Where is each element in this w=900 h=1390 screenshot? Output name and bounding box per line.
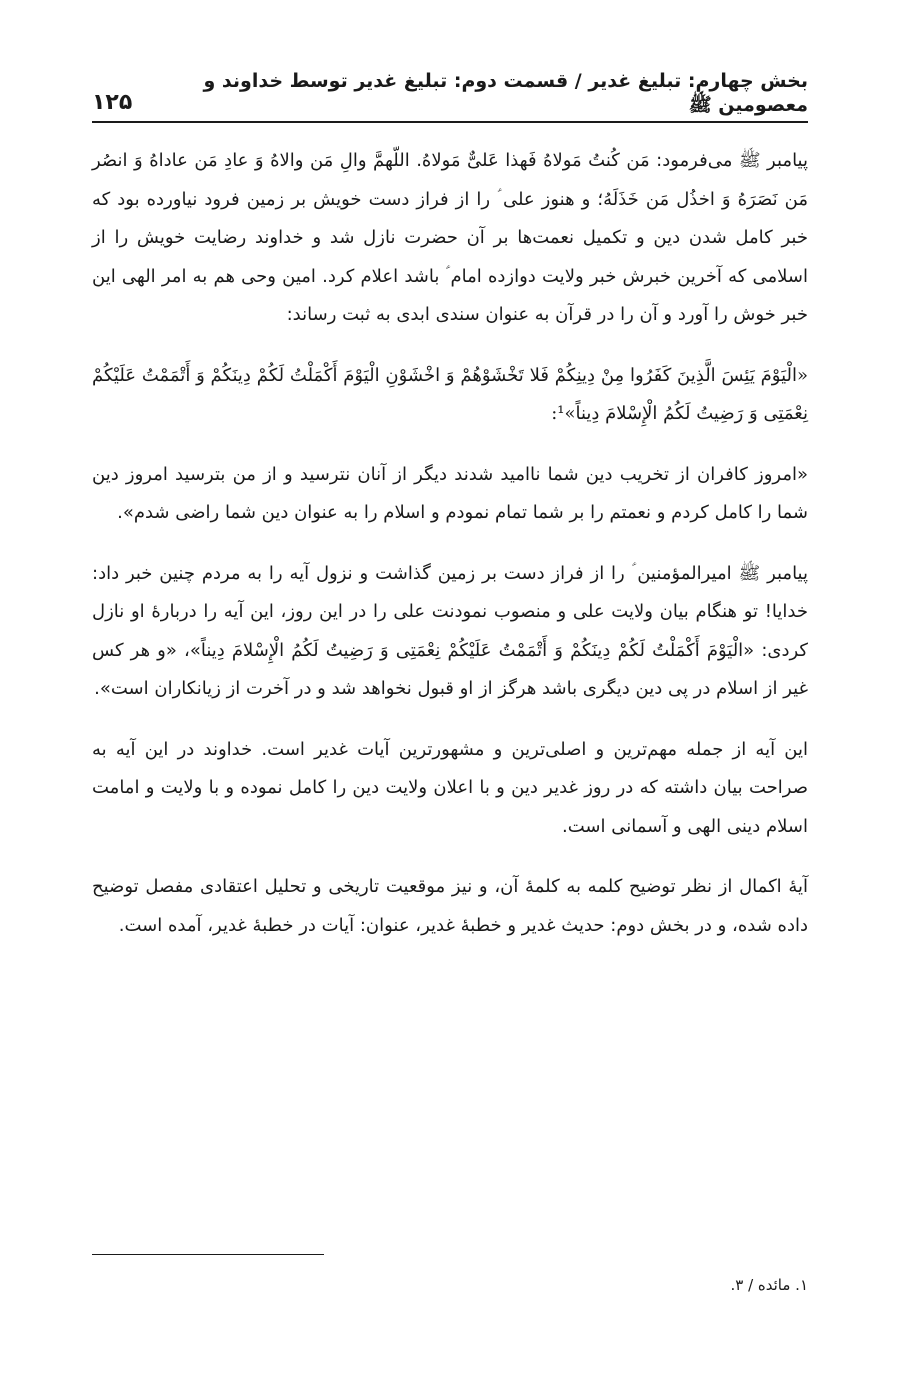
paragraph-prophet-saying: پیامبر ﷺ می‌فرمود: مَن کُنتُ مَولاهُ فَهذا عَلیٌّ مَولاهُ. اللّهمَّ والِ مَن والاهُ وَ عادِ مَن عاداهُ وَ انصُر مَن نَصَرَهُ وَ اخذُل مَن خَذَلَهُ؛ و هنوز علی ؑ را از فراز دست خویش بر زمین فرود نیاورده بود که خبر کامل شدن دین و تکمیل نعمت‌ها بر آن حضرت نازل شد و خداوند رضایت خویش را از اسلامی که آخرین خبرش خبر ولایت دوازده امام ؑ باشد اعلام کرد. امین وحی هم به امر الهی این خبر خوش را آورد و آن را در قرآن به عنوان سندی ابدی به ثبت رساند:	[92, 150, 808, 325]
page-body	[92, 142, 808, 967]
verse-translation: «امروز کافران از تخریب دین شما ناامید شدند دیگر از آنان نترسید و از من بترسید امروز دین شما را کامل کردم و نعمتم را بر شما تمام نمودم و اسلام را به عنوان دین شما راضی شدم».	[92, 463, 808, 523]
paragraph-reference: آیهٔ اکمال از نظر توضیح کلمه به کلمهٔ آن، و نیز موقعیت تاریخی و تحلیل اعتقادی مفصل توضیح داده شده، و در بخش دوم: حدیث غدیر و خطبهٔ غدیر، عنوان: آیات در خطبهٔ غدیر، آمده است.	[92, 876, 808, 936]
paragraph-revelation: پیامبر ﷺ امیرالمؤمنین ؑ را از فراز دست بر زمین گذاشت و نزول آیه را به مردم چنین خبر داد: خدایا! تو هنگام بیان ولایت علی و منصوب نمودنت علی را در این روز، این آیه را دربارهٔ او نازل کردی: «الْیَوْمَ أَکْمَلْتُ لَکُمْ دِینَکُمْ وَ أَتْمَمْتُ عَلَیْکُمْ نِعْمَتِی وَ رَضِیتُ لَکُمُ الْإِسْلامَ دِیناً»، «و هر کس غیر از اسلام در پی دین دیگری باشد هرگز از او قبول نخواهد شد و در آخرت از زیانکاران است».	[92, 562, 808, 699]
footnote: ۱. مائده / ۳.	[730, 1276, 808, 1294]
running-header	[92, 70, 808, 118]
paragraph-importance: این آیه از جمله مهم‌ترین و اصلی‌ترین و مشهورترین آیات غدیر است. خداوند در این آیه به صراحت بیان داشته که در روز غدیر دین و با اعلان ولایت دین را کامل نموده و با ولایت و امامت اسلام دینی الهی و آسمانی است.	[92, 738, 808, 837]
header-rule	[92, 121, 808, 123]
header-title: بخش چهارم: تبلیغ غدیر / قسمت دوم: تبلیغ غدیر توسط خداوند و معصومین ﷺ	[203, 69, 808, 117]
footnote-rule	[92, 1254, 324, 1255]
quran-verse: «الْیَوْمَ یَئِسَ الَّذِینَ کَفَرُوا مِنْ دِینِکُمْ فَلا تَخْشَوْهُمْ وَ اخْشَوْنِ الْیَوْمَ أَکْمَلْتُ لَکُمْ دِینَکُمْ وَ أَتْمَمْتُ عَلَیْکُمْ نِعْمَتِی وَ رَضِیتُ لَکُمُ الْإِسْلامَ دِیناً»¹:	[92, 364, 808, 424]
page-number: ۱۲۵	[92, 90, 133, 116]
book-page	[92, 0, 808, 1390]
